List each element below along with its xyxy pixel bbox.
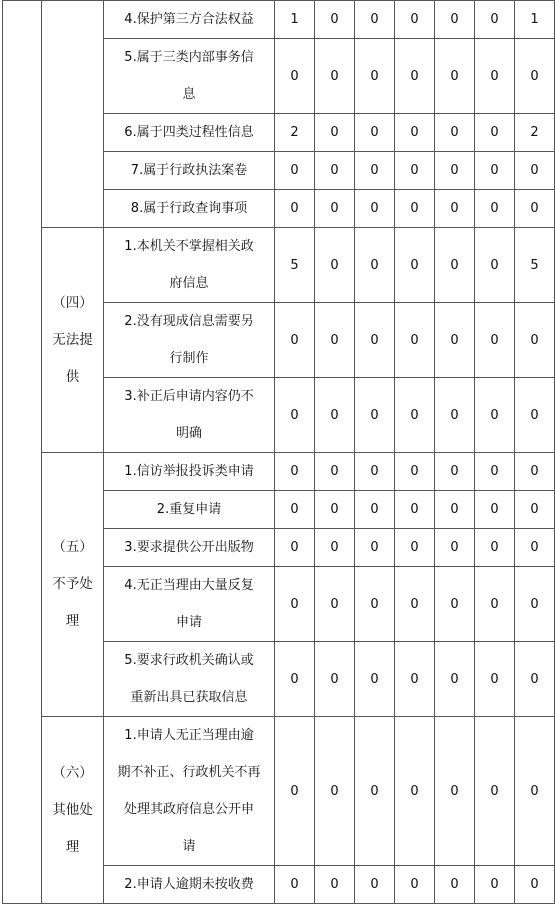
table-body (3, 1, 555, 904)
item-label-line: 1.申请人无正当理由逾 (124, 728, 254, 743)
value-cell: 0 (475, 866, 515, 904)
table-row (3, 717, 555, 866)
value-cell: 0 (395, 453, 435, 491)
item-label-line: 4.无正当理由大量反复 (124, 578, 254, 593)
value-cell: 0 (395, 529, 435, 567)
value-cell: 0 (435, 39, 475, 114)
value-cell: 0 (395, 866, 435, 904)
value-cell: 0 (315, 228, 355, 303)
value-cell: 0 (515, 39, 555, 114)
value-cell: 0 (515, 190, 555, 228)
category-label-line: 不予处 (52, 576, 93, 592)
value-cell: 0 (475, 228, 515, 303)
value-cell: 0 (475, 529, 515, 567)
item-label-line: 2.申请人逾期未按收费 (124, 877, 254, 892)
value-cell: 0 (395, 190, 435, 228)
value-cell: 0 (355, 642, 395, 717)
item-label-line: 府信息 (169, 276, 209, 291)
value-cell: 2 (515, 114, 555, 152)
value-cell: 0 (275, 190, 315, 228)
value-cell: 0 (315, 378, 355, 453)
value-cell: 0 (515, 717, 555, 866)
value-cell: 0 (475, 567, 515, 642)
value-cell: 0 (395, 567, 435, 642)
value-cell: 0 (515, 378, 555, 453)
value-cell: 0 (435, 303, 475, 378)
item-label-line: 行制作 (169, 351, 209, 366)
category-label-line: 理 (65, 838, 80, 855)
value-cell: 0 (475, 491, 515, 529)
table-row (3, 228, 555, 303)
value-cell: 0 (315, 152, 355, 190)
value-cell: 0 (395, 114, 435, 152)
value-cell: 0 (395, 152, 435, 190)
value-cell: 1 (515, 1, 555, 39)
item-label-line: 2.重复申请 (156, 502, 222, 517)
value-cell: 0 (475, 1, 515, 39)
value-cell: 0 (355, 39, 395, 114)
table-row (3, 1, 555, 39)
value-cell: 0 (435, 491, 475, 529)
value-cell: 0 (315, 39, 355, 114)
value-cell: 0 (395, 39, 435, 114)
value-cell: 0 (475, 717, 515, 866)
item-cell (104, 228, 275, 303)
value-cell: 0 (275, 717, 315, 866)
value-cell: 0 (475, 190, 515, 228)
value-cell: 0 (435, 190, 475, 228)
item-label-line: 4.保护第三方合法权益 (124, 12, 254, 27)
item-label-line: 息 (182, 87, 196, 102)
item-label-line: 1.本机关不掌握相关政 (124, 239, 254, 254)
item-label-line: 1.信访举报投诉类申请 (124, 464, 254, 479)
item-label-line: 2.没有现成信息需要另 (124, 314, 254, 329)
value-cell: 0 (355, 114, 395, 152)
value-cell: 0 (475, 303, 515, 378)
value-cell: 0 (475, 642, 515, 717)
value-cell: 0 (435, 453, 475, 491)
value-cell: 0 (315, 567, 355, 642)
value-cell: 0 (475, 378, 515, 453)
value-cell: 0 (275, 567, 315, 642)
category-label-line: （六） (52, 764, 93, 781)
item-label-line: 6.属于四类过程性信息 (124, 125, 254, 140)
category-label-line: 无法提 (52, 331, 93, 348)
value-cell: 0 (355, 567, 395, 642)
value-cell: 0 (395, 228, 435, 303)
value-cell: 0 (355, 453, 395, 491)
value-cell: 0 (515, 453, 555, 491)
value-cell: 0 (515, 866, 555, 904)
value-cell: 0 (515, 303, 555, 378)
value-cell: 0 (275, 866, 315, 904)
value-cell: 0 (355, 378, 395, 453)
item-cell (104, 866, 275, 904)
value-cell: 2 (275, 114, 315, 152)
item-label-line: 明确 (175, 426, 202, 441)
item-cell (104, 303, 275, 378)
category-cell (42, 453, 104, 717)
value-cell: 0 (395, 1, 435, 39)
item-label-line: 处理其政府信息公开申 (123, 802, 254, 817)
value-cell: 0 (395, 717, 435, 866)
item-cell (104, 529, 275, 567)
value-cell: 0 (355, 866, 395, 904)
value-cell: 0 (395, 378, 435, 453)
value-cell: 0 (315, 303, 355, 378)
item-cell (104, 378, 275, 453)
value-cell: 0 (395, 303, 435, 378)
value-cell: 0 (515, 529, 555, 567)
value-cell: 0 (355, 491, 395, 529)
item-label-line: 请 (182, 839, 196, 854)
item-cell (104, 1, 275, 39)
value-cell: 0 (515, 567, 555, 642)
value-cell: 0 (475, 114, 515, 152)
value-cell: 0 (355, 717, 395, 866)
value-cell: 0 (275, 491, 315, 529)
value-cell: 0 (475, 39, 515, 114)
item-cell (104, 491, 275, 529)
value-cell: 0 (315, 491, 355, 529)
value-cell: 0 (275, 642, 315, 717)
value-cell: 0 (395, 642, 435, 717)
value-cell: 0 (315, 529, 355, 567)
value-cell: 0 (355, 1, 395, 39)
value-cell: 0 (275, 529, 315, 567)
value-cell: 0 (275, 303, 315, 378)
value-cell: 0 (515, 152, 555, 190)
item-cell (104, 114, 275, 152)
statistics-table (2, 0, 555, 904)
value-cell: 0 (275, 152, 315, 190)
value-cell: 0 (435, 378, 475, 453)
value-cell: 0 (435, 114, 475, 152)
value-cell: 5 (275, 228, 315, 303)
value-cell: 0 (475, 453, 515, 491)
value-cell: 0 (275, 39, 315, 114)
value-cell: 0 (355, 529, 395, 567)
value-cell: 0 (515, 642, 555, 717)
item-label-line: 期不补正、行政机关不再 (117, 765, 261, 780)
category-cell (42, 717, 104, 904)
category-label-line: （四） (52, 294, 93, 311)
value-cell: 0 (435, 152, 475, 190)
value-cell: 0 (435, 717, 475, 866)
value-cell: 5 (515, 228, 555, 303)
category-label-line: 理 (65, 613, 80, 629)
item-cell (104, 39, 275, 114)
value-cell: 0 (315, 717, 355, 866)
item-label-line: 8.属于行政查询事项 (130, 201, 248, 216)
item-label-line: 7.属于行政执法案卷 (130, 163, 248, 178)
table-row (3, 453, 555, 491)
value-cell: 0 (435, 642, 475, 717)
left-blank-column (3, 1, 42, 904)
item-label-line: 申请 (175, 615, 202, 630)
category-cell (42, 1, 104, 228)
item-cell (104, 642, 275, 717)
item-label-line: 重新出具已获取信息 (130, 690, 248, 705)
value-cell: 0 (355, 228, 395, 303)
item-label-line: 3.要求提供公开出版物 (124, 540, 254, 555)
item-cell (104, 567, 275, 642)
category-label-line: 其他处 (52, 801, 93, 818)
value-cell: 0 (275, 453, 315, 491)
value-cell: 0 (435, 529, 475, 567)
item-cell (104, 717, 275, 866)
value-cell: 0 (355, 190, 395, 228)
value-cell: 0 (355, 303, 395, 378)
value-cell: 0 (355, 152, 395, 190)
value-cell: 0 (315, 453, 355, 491)
category-label-line: （五） (52, 539, 93, 555)
value-cell: 0 (475, 152, 515, 190)
item-label-line: 5.要求行政机关确认或 (124, 653, 254, 668)
value-cell: 0 (435, 1, 475, 39)
value-cell: 0 (315, 114, 355, 152)
value-cell: 0 (395, 491, 435, 529)
category-label-line: 供 (65, 368, 80, 385)
item-label-line: 5.属于三类内部事务信 (124, 50, 254, 65)
category-cell (42, 228, 104, 453)
value-cell: 0 (315, 190, 355, 228)
value-cell: 0 (435, 866, 475, 904)
value-cell: 1 (275, 1, 315, 39)
value-cell: 0 (435, 228, 475, 303)
value-cell: 0 (515, 491, 555, 529)
value-cell: 0 (315, 642, 355, 717)
item-cell (104, 453, 275, 491)
item-cell (104, 152, 275, 190)
value-cell: 0 (315, 1, 355, 39)
item-cell (104, 190, 275, 228)
value-cell: 0 (275, 378, 315, 453)
value-cell: 0 (315, 866, 355, 904)
value-cell: 0 (435, 567, 475, 642)
item-label-line: 3.补正后申请内容仍不 (124, 389, 254, 404)
